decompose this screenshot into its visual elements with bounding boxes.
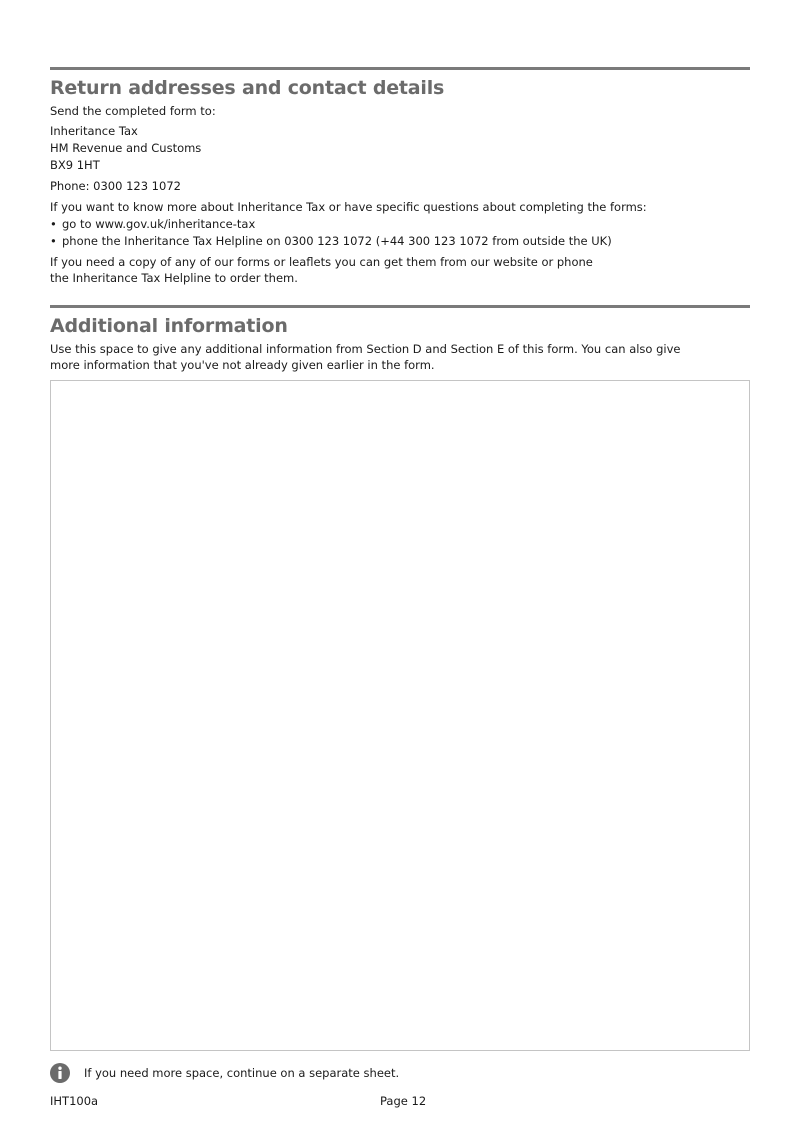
more-info-intro: If you want to know more about Inheritance Tax or have specific questions about completing the forms: (50, 200, 647, 214)
bullet-marker: • (50, 217, 57, 231)
address-line-1: Inheritance Tax (50, 124, 138, 138)
bullet-helpline-text: phone the Inheritance Tax Helpline on 0300 123 1072 (+44 300 123 1072 from outside the UK) (62, 234, 612, 248)
address-line-2: HM Revenue and Customs (50, 141, 202, 155)
bullet-item-website (50, 216, 255, 232)
copy-request-line-1: If you need a copy of any of our forms or leaflets you can get them from our website or phone (50, 255, 593, 269)
additional-information-field[interactable] (50, 380, 750, 1051)
additional-intro-line-2: more information that you've not already given earlier in the form. (50, 358, 435, 372)
additional-intro-line-1: Use this space to give any additional information from Section D and Section E of this form. You can also give (50, 342, 681, 356)
section-rule-return (50, 67, 750, 70)
copy-request-line-2: the Inheritance Tax Helpline to order them. (50, 271, 298, 285)
send-intro-text: Send the completed form to: (50, 104, 216, 118)
form-code: IHT100a (50, 1094, 99, 1108)
phone-text: Phone: 0300 123 1072 (50, 179, 181, 193)
bullet-website-link[interactable]: go to www.gov.uk/inheritance-tax (62, 217, 256, 231)
section-rule-additional (50, 305, 750, 308)
bullet-marker: • (50, 234, 57, 248)
bullet-item-helpline (50, 233, 612, 249)
section-heading-additional: Additional information (50, 315, 288, 337)
address-line-3: BX9 1HT (50, 158, 100, 172)
page-number: Page 12 (380, 1094, 427, 1108)
info-icon (50, 1063, 70, 1083)
section-heading-return: Return addresses and contact details (50, 77, 445, 99)
more-space-note: If you need more space, continue on a separate sheet. (84, 1066, 400, 1080)
